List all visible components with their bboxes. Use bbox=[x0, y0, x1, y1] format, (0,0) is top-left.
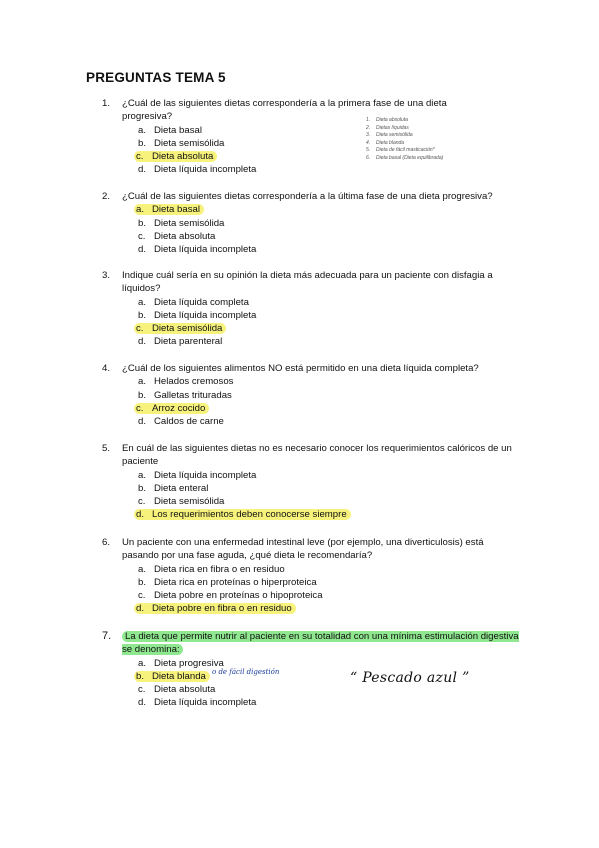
option-c-highlighted: c. Dieta absoluta bbox=[138, 150, 472, 163]
option-d: d. Dieta parenteral bbox=[138, 336, 223, 348]
option-a: a. Dieta líquida incompleta bbox=[138, 469, 257, 481]
question-number: 1. bbox=[102, 98, 111, 109]
question-number: 4. bbox=[102, 363, 111, 374]
question-number: 6. bbox=[102, 537, 111, 548]
question-text bbox=[122, 630, 522, 657]
question-5 bbox=[102, 442, 512, 522]
option-a: a. Dieta progresiva bbox=[138, 657, 224, 669]
option-b: b. Galletas trituradas bbox=[138, 389, 232, 401]
option-d: d. Caldos de carne bbox=[138, 416, 224, 428]
list-item: 5. Dieta de fácil masticación* bbox=[366, 147, 435, 154]
option-b: b. Dieta enteral bbox=[138, 482, 209, 494]
question-number: 7. bbox=[102, 630, 112, 642]
question-2 bbox=[102, 190, 532, 256]
question-number: 5. bbox=[102, 443, 111, 454]
handwritten-note: o de fácil digestión bbox=[212, 668, 280, 676]
page-title: PREGUNTAS TEMA 5 bbox=[86, 70, 226, 85]
option-d-highlighted: d. Los requerimientos deben conocerse siempre bbox=[138, 508, 512, 521]
option-a: a. Helados cremosos bbox=[138, 376, 234, 388]
option-a: a. Dieta líquida completa bbox=[138, 296, 249, 308]
option-b: b. Dieta semisólida bbox=[138, 137, 225, 149]
handwritten-quote: “ Pescado azul ” bbox=[350, 670, 470, 686]
option-c: c. Dieta absoluta bbox=[138, 684, 216, 696]
question-4 bbox=[102, 362, 532, 428]
option-b: b. Dieta líquida incompleta bbox=[138, 309, 257, 321]
option-d: d. Dieta líquida incompleta bbox=[138, 164, 257, 176]
question-text: En cuál de las siguientes dietas no es necesario conocer los requerimientos calóricos de un paciente bbox=[122, 443, 512, 468]
list-item: 2. Dietas líquidas bbox=[366, 124, 409, 131]
question-1 bbox=[102, 97, 472, 177]
question-text-highlighted: La dieta que permite nutrir al paciente en su totalidad con una mínima estimulación digestiva se denomina: bbox=[122, 631, 519, 656]
option-c-highlighted: c. Dieta semisólida bbox=[138, 322, 522, 335]
question-text: ¿Cuál de las siguientes dietas correspondería a la primera fase de una dieta progresiva? bbox=[122, 98, 447, 123]
option-b: b. Dieta rica en proteínas o hiperproteica bbox=[138, 576, 317, 588]
option-a: a. Dieta basal bbox=[138, 124, 202, 136]
list-item: 6. Dieta basal (Dieta equilibrada) bbox=[366, 154, 444, 161]
option-b-highlighted: b. Dieta blanda bbox=[138, 670, 522, 683]
option-d-highlighted: d. Dieta pobre en fibra o en residuo bbox=[138, 602, 512, 615]
option-c: c. Dieta semisólida bbox=[138, 496, 225, 508]
list-item: 1. Dieta absoluta bbox=[366, 117, 408, 123]
option-a: a. Dieta rica en fibra o en residuo bbox=[138, 563, 285, 575]
question-text: ¿Cuál de los siguientes alimentos NO está permitido en una dieta líquida completa? bbox=[122, 363, 479, 374]
question-text: Indique cuál sería en su opinión la dieta más adecuada para un paciente con disfagia a líquidos? bbox=[122, 270, 493, 295]
question-number: 2. bbox=[102, 191, 111, 202]
option-a-highlighted: a. Dieta basal bbox=[138, 203, 532, 216]
option-c: c. Dieta pobre en proteínas o hipoproteica bbox=[138, 590, 323, 602]
option-c: c. Dieta absoluta bbox=[138, 230, 216, 242]
question-6 bbox=[102, 536, 512, 616]
option-d: d. Dieta líquida incompleta bbox=[138, 697, 257, 709]
question-text: Un paciente con una enfermedad intestinal leve (por ejemplo, una diverticulosis) está pasando por una fase aguda, ¿qué dieta le recomendaría? bbox=[122, 537, 484, 562]
option-c-highlighted: c. Arroz cocido bbox=[138, 402, 532, 415]
question-number: 3. bbox=[102, 270, 111, 281]
question-text: ¿Cuál de las siguientes dietas correspondería a la última fase de una dieta progresiva? bbox=[122, 191, 493, 202]
list-item: 4. Dieta blanda bbox=[366, 139, 405, 146]
question-3 bbox=[102, 269, 522, 349]
option-d: d. Dieta líquida incompleta bbox=[138, 244, 257, 256]
option-b: b. Dieta semisólida bbox=[138, 217, 225, 229]
list-item: 3. Dieta semisólida bbox=[366, 132, 413, 139]
